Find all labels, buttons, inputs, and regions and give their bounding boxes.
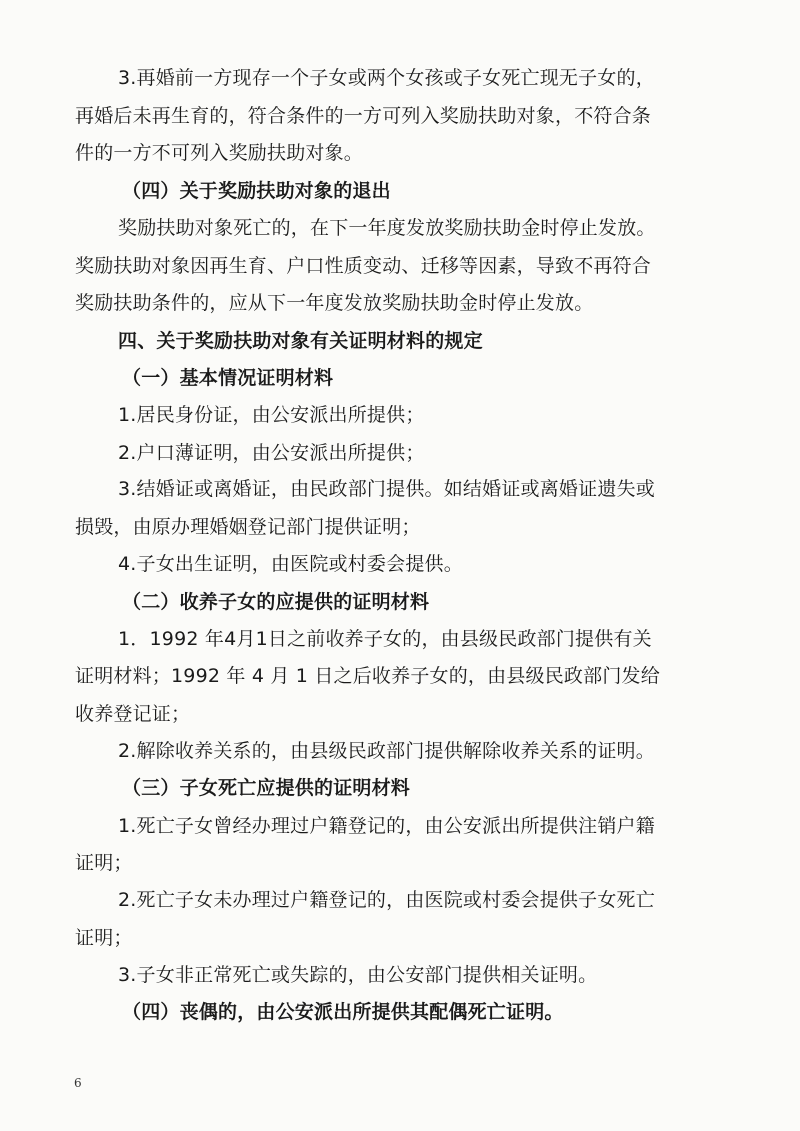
paragraph-line: 3.子女非正常死亡或失踪的，由公安部门提供相关证明。 <box>118 964 598 986</box>
paragraph-line: 3.结婚证或离婚证，由民政部门提供。如结婚证或离婚证遗失或 <box>118 478 655 500</box>
subsection-heading: （二）收养子女的应提供的证明材料 <box>122 591 430 613</box>
paragraph-line: 损毁，由原办理婚姻登记部门提供证明； <box>75 516 421 538</box>
section-heading: （四）关于奖励扶助对象的退出 <box>122 180 391 202</box>
paragraph-line: 2.死亡子女未办理过户籍登记的，由医院或村委会提供子女死亡 <box>118 889 655 911</box>
paragraph-line: 奖励扶助对象因再生育、户口性质变动、迁移等因素，导致不再符合 <box>75 255 652 277</box>
paragraph-line: 奖励扶助条件的，应从下一年度发放奖励扶助金时停止发放。 <box>75 292 594 314</box>
paragraph-line: 1.死亡子女曾经办理过户籍登记的，由公安派出所提供注销户籍 <box>118 815 655 837</box>
subsection-heading: （三）子女死亡应提供的证明材料 <box>122 777 411 799</box>
paragraph-line: 证明； <box>75 852 133 874</box>
paragraph-line: 2.解除收养关系的，由县级民政部门提供解除收养关系的证明。 <box>118 740 655 762</box>
paragraph-line: 再婚后未再生育的，符合条件的一方可列入奖励扶助对象，不符合条 <box>75 105 652 127</box>
page-number: 6 <box>74 1076 82 1090</box>
paragraph-line: 证明材料；1992 年 4 月 1 日之后收养子女的，由县级民政部门发给 <box>75 665 660 687</box>
paragraph-line: 4.子女出生证明，由医院或村委会提供。 <box>118 553 463 575</box>
section-heading: 四、关于奖励扶助对象有关证明材料的规定 <box>118 330 483 352</box>
paragraph-line: 奖励扶助对象死亡的，在下一年度发放奖励扶助金时停止发放。 <box>118 217 656 239</box>
paragraph-line: 件的一方不可列入奖励扶助对象。 <box>75 142 364 164</box>
paragraph-line: 3.再婚前一方现存一个子女或两个女孩或子女死亡现无子女的， <box>118 67 655 89</box>
paragraph-line: 2.户口薄证明，由公安派出所提供； <box>118 442 425 464</box>
subsection-heading: （四）丧偶的，由公安派出所提供其配偶死亡证明。 <box>122 1001 564 1023</box>
paragraph-line: 1.居民身份证，由公安派出所提供； <box>118 404 425 426</box>
paragraph-line: 1．1992 年4月1日之前收养子女的，由县级民政部门提供有关 <box>118 628 652 650</box>
paragraph-line: 证明； <box>75 927 133 949</box>
paragraph-line: 收养登记证； <box>75 703 191 725</box>
subsection-heading: （一）基本情况证明材料 <box>122 367 334 389</box>
